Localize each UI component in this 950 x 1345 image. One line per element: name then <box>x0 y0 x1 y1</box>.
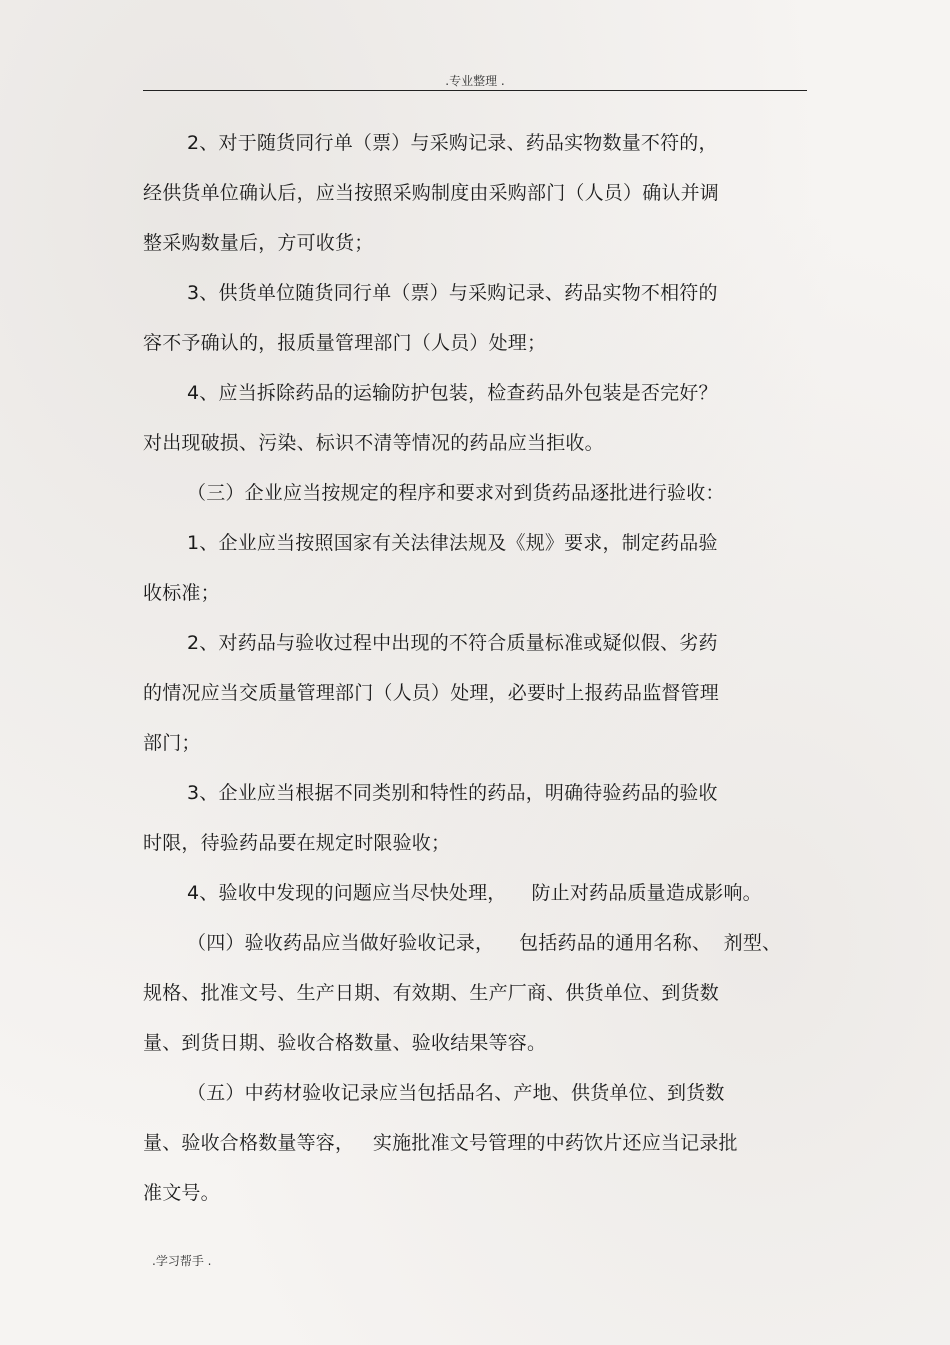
paragraph-line: 4、验收中发现的问题应当尽快处理， 防止对药品质量造成影响。 <box>187 882 762 904</box>
paragraph-line: 时限，待验药品要在规定时限验收； <box>143 832 451 854</box>
paragraph-line: 准文号。 <box>143 1182 220 1204</box>
paragraph-line: （五）中药材验收记录应当包括品名、产地、供货单位、到货数 <box>187 1082 725 1104</box>
paragraph-line: 规格、批准文号、生产日期、有效期、生产厂商、供货单位、到货数 <box>143 982 720 1004</box>
page-footer: .学习帮手 . <box>152 1254 212 1268</box>
paragraph-line: 部门； <box>143 732 201 754</box>
paragraph-line: 量、验收合格数量等容， 实施批准文号管理的中药饮片还应当记录批 <box>143 1132 738 1154</box>
paragraph-line: （四）验收药品应当做好验收记录， 包括药品的通用名称、 剂型、 <box>187 932 782 954</box>
paragraph-line: 对出现破损、污染、标识不清等情况的药品应当拒收。 <box>143 432 604 454</box>
paragraph-line: 3、供货单位随货同行单（票）与采购记录、药品实物不相符的 <box>187 282 718 304</box>
paragraph-line: 3、企业应当根据不同类别和特性的药品，明确待验药品的验收 <box>187 782 718 804</box>
paragraph-line: 容不予确认的，报质量管理部门（人员）处理； <box>143 332 547 354</box>
header-divider <box>143 90 807 91</box>
paragraph-line: 1、企业应当按照国家有关法律法规及《规》要求，制定药品验 <box>187 532 718 554</box>
paragraph-line: 4、应当拆除药品的运输防护包装，检查药品外包装是否完好？ <box>187 382 718 404</box>
page-header: .专业整理 . <box>445 74 505 88</box>
paragraph-line: 收标准； <box>143 582 220 604</box>
paragraph-line: （三）企业应当按规定的程序和要求对到货药品逐批进行验收： <box>187 482 725 504</box>
paragraph-line: 整采购数量后，方可收货； <box>143 232 374 254</box>
paragraph-line: 2、对药品与验收过程中出现的不符合质量标准或疑似假、劣药 <box>187 632 718 654</box>
paragraph-line: 的情况应当交质量管理部门（人员）处理，必要时上报药品监督管理 <box>143 682 720 704</box>
paragraph-line: 经供货单位确认后，应当按照采购制度由采购部门（人员）确认并调 <box>143 182 720 204</box>
paragraph-line: 2、对于随货同行单（票）与采购记录、药品实物数量不符的， <box>187 132 718 154</box>
paragraph-line: 量、到货日期、验收合格数量、验收结果等容。 <box>143 1032 547 1054</box>
